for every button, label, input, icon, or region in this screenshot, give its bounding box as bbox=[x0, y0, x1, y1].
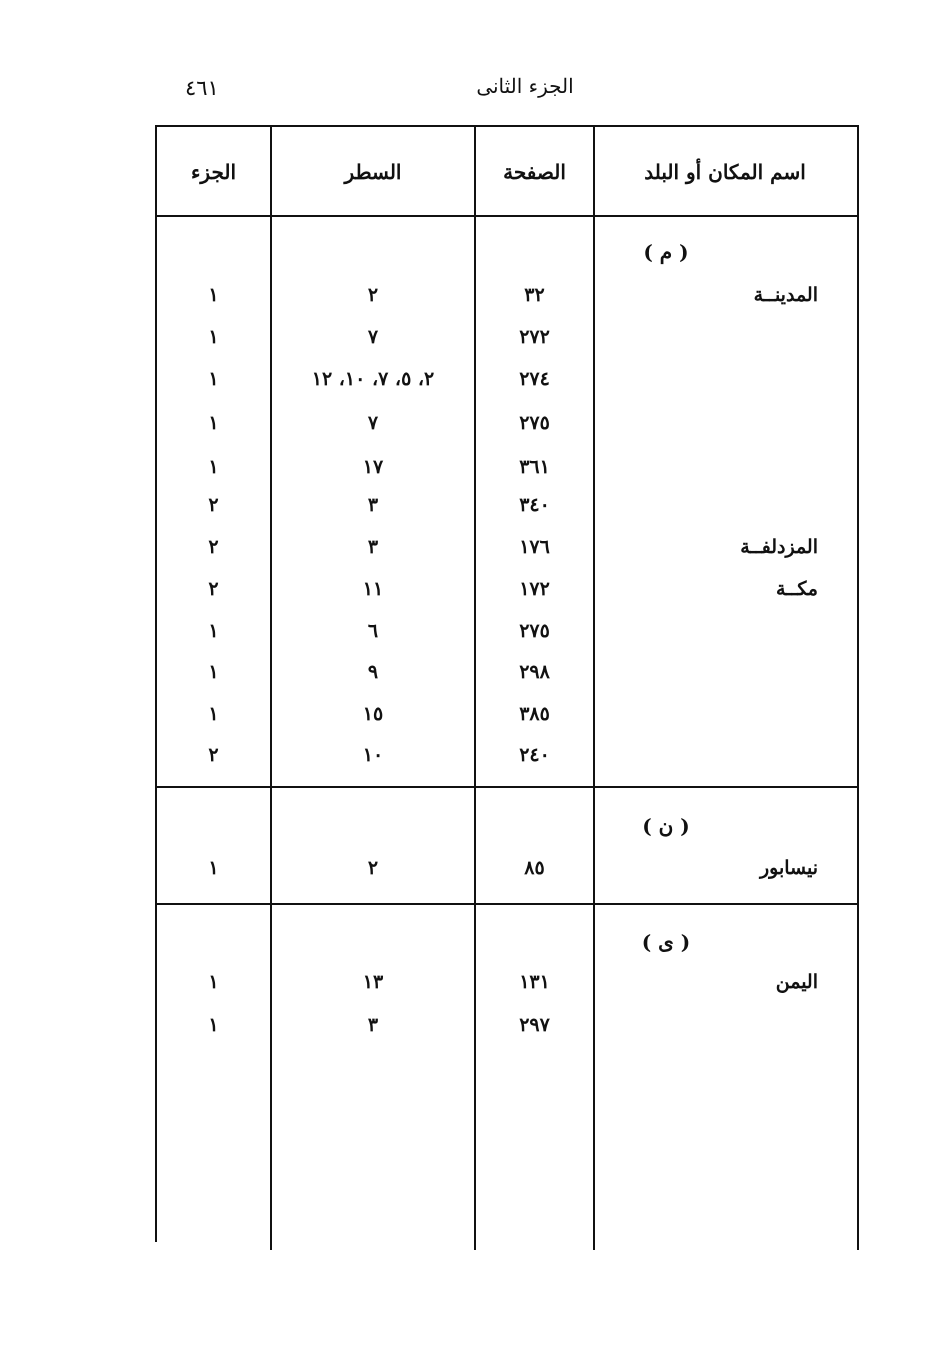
column-border bbox=[593, 125, 595, 1250]
column-border bbox=[857, 125, 859, 1250]
section-letter: ( ى ) bbox=[641, 930, 691, 954]
part-cell: ١ bbox=[208, 326, 219, 348]
line-cell: ٩ bbox=[367, 661, 379, 683]
line-cell: ١٣ bbox=[362, 971, 384, 993]
page-cell: ٢٧٢ bbox=[519, 326, 550, 348]
part-cell: ٢ bbox=[208, 744, 219, 766]
page-cell: ١٧٢ bbox=[519, 578, 550, 600]
column-header-line: السطر bbox=[344, 160, 402, 184]
line-cell: ٧ bbox=[367, 412, 379, 434]
page-cell: ١٧٦ bbox=[519, 536, 550, 558]
table-top-border bbox=[156, 125, 859, 127]
part-cell: ١ bbox=[208, 1014, 219, 1036]
running-title: الجزء الثانى bbox=[476, 74, 574, 98]
column-header-place: اسم المكان أو البلد bbox=[644, 160, 806, 184]
page-number: ٤٦١ bbox=[185, 76, 219, 100]
part-cell: ٢ bbox=[208, 536, 219, 558]
part-cell: ١ bbox=[208, 661, 219, 683]
part-cell: ١ bbox=[208, 284, 219, 306]
page-cell: ١٣١ bbox=[519, 971, 550, 993]
section-letter: ( ن ) bbox=[642, 814, 690, 838]
page-cell: ٢٩٨ bbox=[519, 661, 550, 683]
line-cell: ٢ bbox=[367, 284, 379, 306]
place-name-cell: نيسابور bbox=[759, 857, 818, 879]
part-cell: ١ bbox=[208, 703, 219, 725]
header-bottom-border bbox=[156, 215, 859, 217]
page-cell: ٣٨٥ bbox=[519, 703, 550, 725]
part-cell: ٢ bbox=[208, 578, 219, 600]
part-cell: ١ bbox=[208, 971, 219, 993]
page-cell: ٢٩٧ bbox=[519, 1014, 550, 1036]
line-cell: ٣ bbox=[367, 536, 379, 558]
line-cell: ١٧ bbox=[362, 456, 384, 478]
part-cell: ١ bbox=[208, 620, 219, 642]
line-cell: ١١ bbox=[362, 578, 384, 600]
section-divider bbox=[156, 786, 859, 788]
page-cell: ٢٤٠ bbox=[519, 744, 550, 766]
page-cell: ٢٧٥ bbox=[519, 412, 550, 434]
place-name-cell: المزدلفــة bbox=[740, 536, 818, 558]
page-cell: ٨٥ bbox=[524, 857, 545, 879]
page-cell: ٢٧٤ bbox=[519, 368, 550, 390]
page-cell: ٣٢ bbox=[524, 284, 545, 306]
part-cell: ١ bbox=[208, 857, 219, 879]
section-letter: ( م ) bbox=[643, 240, 689, 264]
place-name-cell: مكــة bbox=[776, 578, 818, 600]
line-cell: ٦ bbox=[367, 620, 379, 642]
line-cell: ٢، ٥، ٧، ١٠، ١٢ bbox=[311, 368, 435, 390]
place-name-cell: المدينــة bbox=[753, 284, 818, 306]
place-name-cell: اليمن bbox=[775, 971, 818, 993]
line-cell: ١٥ bbox=[362, 703, 384, 725]
part-cell: ٢ bbox=[208, 494, 219, 516]
part-cell: ١ bbox=[208, 456, 219, 478]
page-cell: ٣٦١ bbox=[519, 456, 550, 478]
line-cell: ٢ bbox=[367, 857, 379, 879]
page-cell: ٣٤٠ bbox=[519, 494, 550, 516]
part-cell: ١ bbox=[208, 412, 219, 434]
line-cell: ٣ bbox=[367, 1014, 379, 1036]
part-cell: ١ bbox=[208, 368, 219, 390]
page-cell: ٢٧٥ bbox=[519, 620, 550, 642]
line-cell: ٣ bbox=[367, 494, 379, 516]
column-header-page: الصفحة bbox=[503, 160, 566, 184]
section-divider bbox=[156, 903, 859, 905]
line-cell: ٧ bbox=[367, 326, 379, 348]
column-header-part: الجزء bbox=[191, 160, 236, 184]
line-cell: ١٠ bbox=[362, 744, 384, 766]
